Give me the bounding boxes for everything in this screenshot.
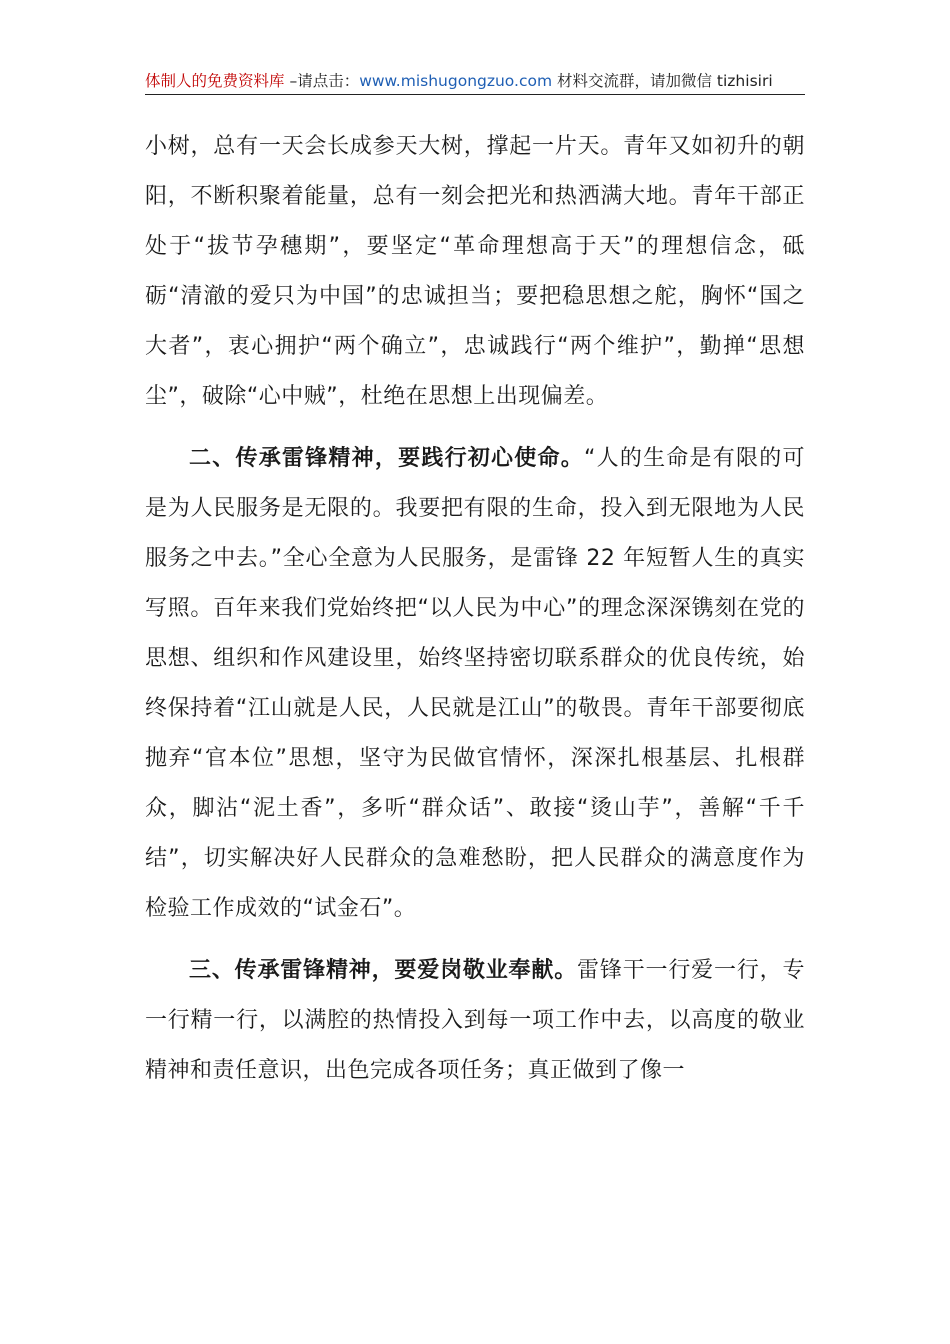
- paragraph-section-three: [145, 946, 805, 1096]
- section-heading: 二、传承雷锋精神，要践行初心使命。: [189, 446, 584, 471]
- paragraph-continued: [145, 122, 805, 422]
- header-brand: 体制人的免费资料库: [145, 72, 285, 90]
- header-link[interactable]: www.mishugongzuo.com: [359, 72, 553, 90]
- paragraph-section-two: [145, 434, 805, 934]
- document-body: [145, 122, 805, 1096]
- header-wechat-note: 材料交流群，请加微信 tizhisiri: [552, 72, 773, 90]
- paragraph-text: 雷锋干一行爱一行，专一行精一行，以满腔的热情投入到每一项工作中去，以高度的敬业精神和责任意识，出色完成各项任务；真正做到了像一: [145, 958, 805, 1083]
- paragraph-text: “人的生命是有限的可是为人民服务是无限的。我要把有限的生命，投入到无限地为人民服务之中去。”全心全意为人民服务，是雷锋 22 年短暂人生的真实写照。百年来我们党始终把“以人民为中心”的理念深深镌刻在党的思想、组织和作风建设里，始终坚持密切联系群众的优良传统，始终保持着“江山就是人民，人民就是江山”的敬畏。青年干部要彻底抛弃“官本位”思想，坚守为民做官情怀，深深扎根基层、扎根群众，脚沾“泥土香”，多听“群众话”、敢接“烫山芋”，善解“千千结”，切实解决好人民群众的急难愁盼，把人民群众的满意度作为检验工作成效的“试金石”。: [145, 446, 805, 921]
- header-separator: –请点击：: [284, 72, 360, 90]
- paragraph-text: 小树，总有一天会长成参天大树，撑起一片天。青年又如初升的朝阳，不断积聚着能量，总有一刻会把光和热洒满大地。青年干部正处于“拔节孕穗期”，要坚定“革命理想高于天”的理想信念，砥砺“清澈的爱只为中国”的忠诚担当；要把稳思想之舵，胸怀“国之大者”，衷心拥护“两个确立”，忠诚践行“两个维护”，勤掸“思想尘”，破除“心中贼”，杜绝在思想上出现偏差。: [145, 134, 805, 409]
- section-heading: 三、传承雷锋精神，要爱岗敬业奉献。: [189, 958, 578, 983]
- page-header: [145, 68, 805, 95]
